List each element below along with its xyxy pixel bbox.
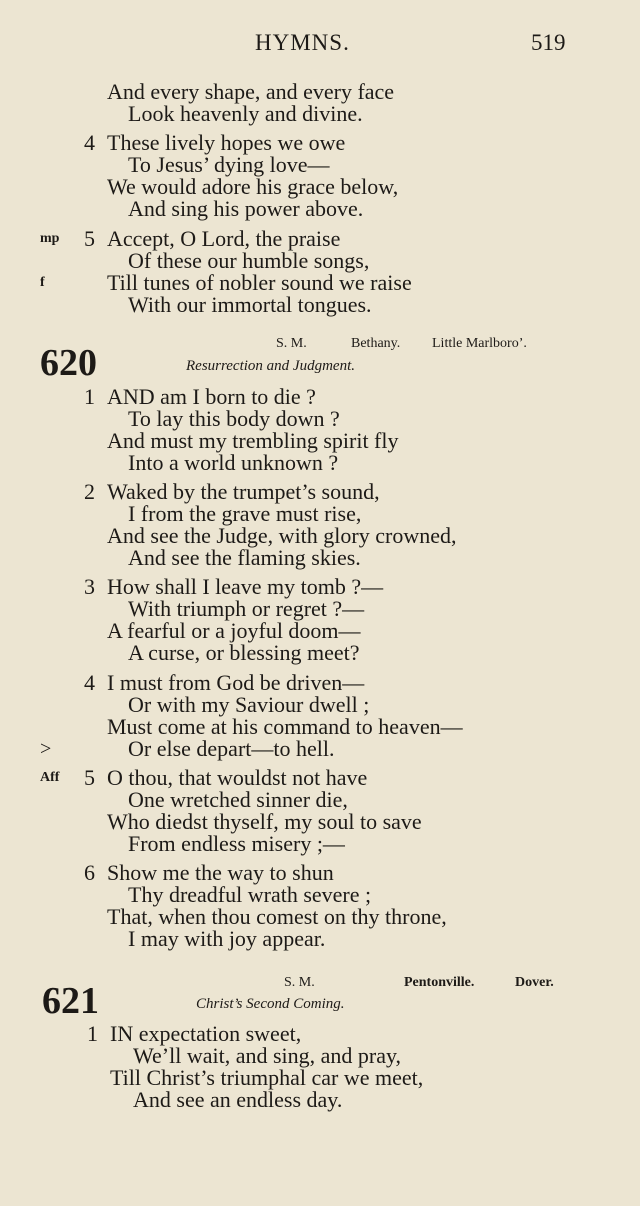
hymn-line: To Jesus’ dying love— [128, 152, 330, 177]
running-header: HYMNS. [255, 30, 350, 55]
hymn-line: A curse, or blessing meet? [128, 640, 360, 665]
hymn-line: One wretched sinner die, [128, 787, 348, 812]
hymn-line: Or with my Saviour dwell ; [128, 692, 370, 717]
tune-name: Pentonville. [404, 975, 475, 990]
dynamic-mark: Aff [40, 770, 60, 785]
hymn-number: 620 [40, 342, 97, 384]
hymn-subtitle: Christ’s Second Coming. [196, 996, 345, 1012]
tune-name: Dover. [515, 975, 554, 990]
verse-number: 1 [84, 384, 95, 409]
hymn-line: And see the Judge, with glory crowned, [107, 523, 457, 548]
hymn-line: AND am I born to die ? [107, 384, 316, 409]
hymn-line: Or else depart—to hell. [128, 736, 335, 761]
hymn-line: Thy dreadful wrath severe ; [128, 882, 372, 907]
hymn-line: Waked by the trumpet’s sound, [107, 479, 380, 504]
hymn-line: To lay this body down ? [128, 406, 340, 431]
hymn-line: Till Christ’s triumphal car we meet, [110, 1065, 424, 1090]
dynamic-mark: f [40, 275, 45, 290]
verse-number: 2 [84, 479, 95, 504]
hymn-line: Must come at his command to heaven— [107, 714, 463, 739]
verse-number: 6 [84, 860, 95, 885]
hymn-line: Accept, O Lord, the praise [107, 226, 341, 251]
hymn-line: I from the grave must rise, [128, 501, 362, 526]
hymn-number: 621 [42, 980, 99, 1022]
hymn-line: Show me the way to shun [107, 860, 334, 885]
hymn-line: We would adore his grace below, [107, 174, 399, 199]
tune-name: Bethany. [351, 336, 401, 351]
hymn-line: And see an endless day. [133, 1087, 343, 1112]
hymn-line: IN expectation sweet, [110, 1021, 302, 1046]
hymn-line: Of these our humble songs, [128, 248, 370, 273]
accent-mark: > [40, 738, 52, 760]
hymn-line: And see the flaming skies. [128, 545, 361, 570]
hymn-line: I may with joy appear. [128, 926, 326, 951]
hymn-line: Who diedst thyself, my soul to save [107, 809, 422, 834]
hymn-line: I must from God be driven— [107, 670, 365, 695]
hymn-line: How shall I leave my tomb ?— [107, 574, 384, 599]
hymn-line: With triumph or regret ?— [128, 596, 365, 621]
dynamic-mark: mp [40, 231, 60, 246]
verse-number: 5 [84, 226, 95, 251]
hymn-line: We’ll wait, and sing, and pray, [133, 1043, 402, 1068]
verse-number: 4 [84, 130, 95, 155]
hymn-subtitle: Resurrection and Judgment. [186, 358, 355, 374]
hymn-line: These lively hopes we owe [107, 130, 346, 155]
verse-number: 3 [84, 574, 95, 599]
meter-label: S. M. [276, 336, 307, 351]
hymn-line: Till tunes of nobler sound we raise [107, 270, 412, 295]
tune-name: Little Marlboro’. [432, 336, 527, 351]
hymn-line: From endless misery ;— [128, 831, 345, 856]
hymn-line: A fearful or a joyful doom— [107, 618, 361, 643]
verse-number: 4 [84, 670, 95, 695]
hymn-line: O thou, that wouldst not have [107, 765, 368, 790]
hymn-line: And must my trembling spirit fly [107, 428, 399, 453]
hymn-line: Into a world unknown ? [128, 450, 339, 475]
hymn-line: And every shape, and every face [107, 79, 395, 104]
verse-number: 1 [87, 1021, 98, 1046]
page-number: 519 [531, 30, 566, 55]
meter-label: S. M. [284, 975, 315, 990]
hymn-line: Look heavenly and divine. [128, 101, 363, 126]
verse-number: 5 [84, 765, 95, 790]
hymn-line: With our immortal tongues. [128, 292, 372, 317]
hymn-line: That, when thou comest on thy throne, [107, 904, 447, 929]
hymn-line: And sing his power above. [128, 196, 364, 221]
